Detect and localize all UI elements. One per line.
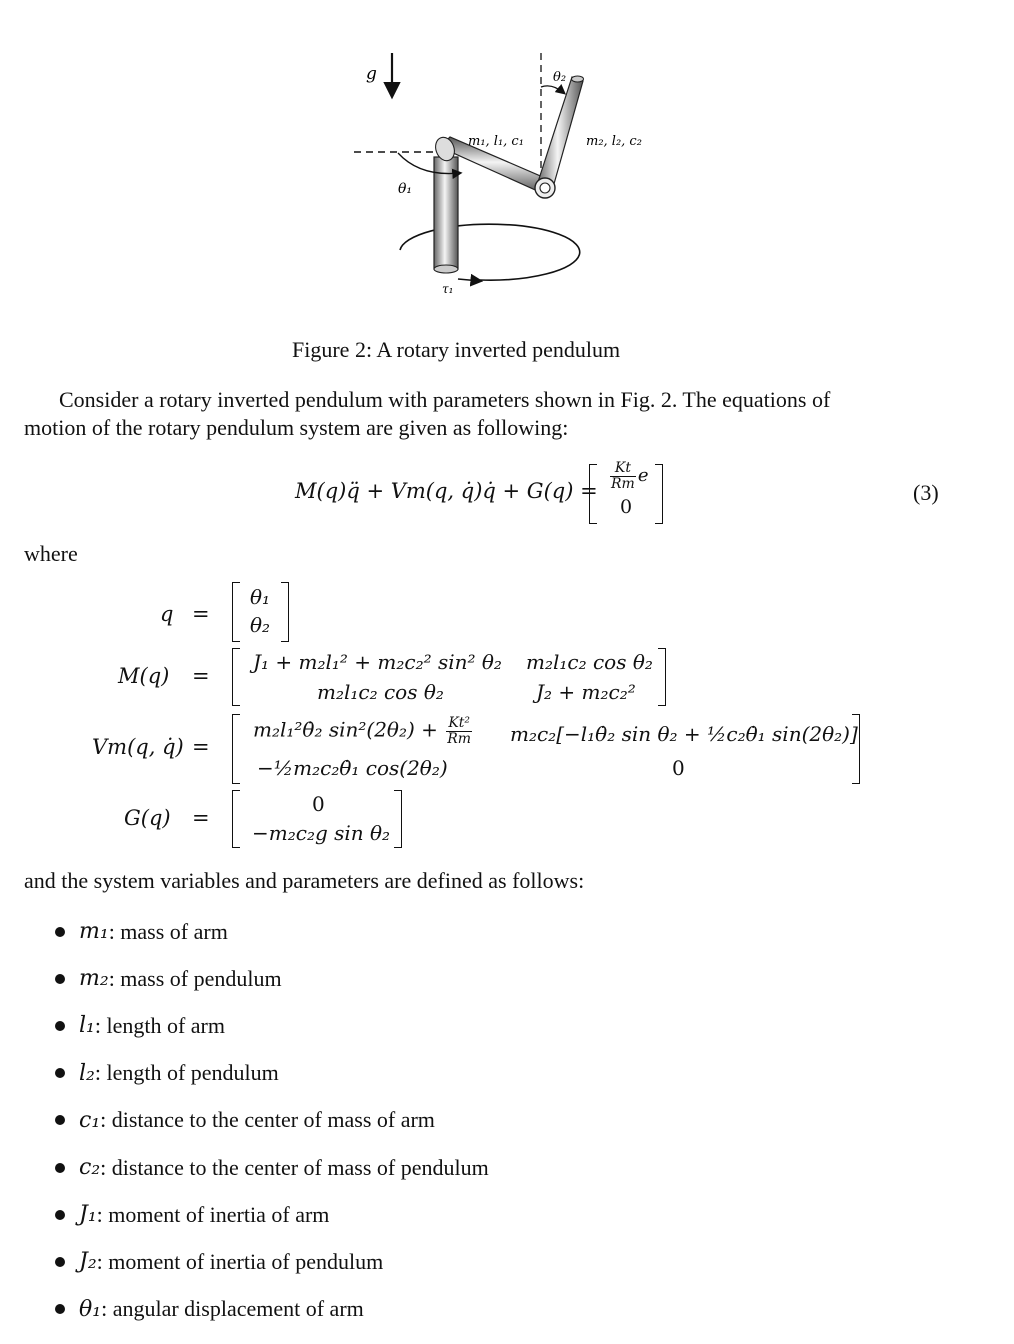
list-item: m₁ : mass of arm — [55, 908, 489, 955]
gravity-label: g — [366, 64, 377, 84]
equation-rhs-bracket-left — [589, 464, 597, 524]
M-r1c1: J₁ + m₂l₁² + m₂c₂² sin² θ₂ — [253, 650, 502, 674]
V-r2c2: 0 — [672, 756, 685, 780]
G-lhs: G(q) — [124, 806, 171, 830]
theta2-label: θ₂ — [553, 70, 567, 85]
G-bracket-left — [232, 790, 240, 848]
M-bracket-right — [658, 648, 666, 706]
G-row-1: 0 — [312, 792, 325, 816]
arm-params-label: m₁, l₁, c₁ — [468, 134, 524, 149]
q-row-2: θ₂ — [250, 613, 271, 637]
rotation-ellipse — [400, 224, 580, 280]
params-list — [55, 908, 489, 1333]
theta2-arc — [541, 86, 564, 93]
list-item: θ₁ : angular displacement of arm — [55, 1286, 489, 1333]
G-bracket-right — [394, 790, 402, 848]
list-item: J₁ : moment of inertia of arm — [55, 1191, 489, 1238]
equation-rhs-top: $\frac{Kt}{Rm}$ e — [611, 460, 649, 492]
M-r2c2: J₂ + m₂c₂² — [536, 680, 636, 704]
params-intro: and the system variables and parameters are defined as follows: — [24, 868, 585, 893]
pendulum-rod — [537, 77, 583, 191]
M-r1c2: m₂l₁c₂ cos θ₂ — [526, 650, 653, 674]
V-equals: = — [192, 735, 210, 759]
M-equals: = — [192, 664, 210, 688]
V-bracket-left — [232, 714, 240, 784]
q-lhs: q — [160, 602, 174, 626]
equation-rhs-bottom: 0 — [620, 496, 633, 518]
intro-line-1: Consider a rotary inverted pendulum with parameters shown in Fig. 2. The equations of — [59, 387, 831, 412]
q-bracket-left — [232, 582, 240, 642]
list-item: m₂ : mass of pendulum — [55, 955, 489, 1002]
M-r2c1: m₂l₁c₂ cos θ₂ — [317, 680, 444, 704]
q-bracket-right — [281, 582, 289, 642]
V-r2c1: −½m₂c₂θ̇₁ cos(2θ₂) — [257, 756, 448, 780]
equation-rhs-bracket-right — [655, 464, 663, 524]
where-label: where — [24, 541, 78, 566]
list-item: J₂ : moment of inertia of pendulum — [55, 1238, 489, 1285]
q-equals: = — [192, 602, 210, 626]
pendulum-params-label: m₂, l₂, c₂ — [586, 134, 642, 149]
equation-number: (3) — [913, 480, 939, 505]
list-item: l₁ : length of arm — [55, 1002, 489, 1049]
equation-lhs: M(q)q̈ + Vm(q, q̇)q̇ + G(q) = — [295, 479, 598, 503]
theta1-label: θ₁ — [398, 181, 413, 197]
V-r1c2: m₂c₂[−l₁θ̇₂ sin θ₂ + ½c₂θ̇₁ sin(2θ₂)] — [510, 722, 858, 746]
torque-arrow — [458, 279, 480, 281]
pendulum-figure — [340, 45, 680, 295]
G-equals: = — [192, 806, 210, 830]
list-item: l₂ : length of pendulum — [55, 1050, 489, 1097]
q-row-1: θ₁ — [250, 585, 271, 609]
intro-line-2: motion of the rotary pendulum system are given as following: — [24, 415, 569, 440]
figure-caption: Figure 2: A rotary inverted pendulum — [292, 337, 621, 362]
torque-label: τ₁ — [442, 282, 454, 295]
M-bracket-left — [232, 648, 240, 706]
G-row-2: −m₂c₂g sin θ₂ — [252, 821, 391, 845]
V-bracket-right — [852, 714, 860, 784]
list-item: c₂ : distance to the center of mass of pendulum — [55, 1144, 489, 1191]
list-item: c₁ : distance to the center of mass of arm — [55, 1097, 489, 1144]
V-r1c1: m₂l₁²θ̇₂ sin²(2θ₂) + $\frac{\text{Kt²}}{Rm}$ — [253, 715, 472, 747]
M-lhs: M(q) — [118, 664, 170, 688]
V-lhs: Vm(q, q̇) — [92, 735, 184, 759]
